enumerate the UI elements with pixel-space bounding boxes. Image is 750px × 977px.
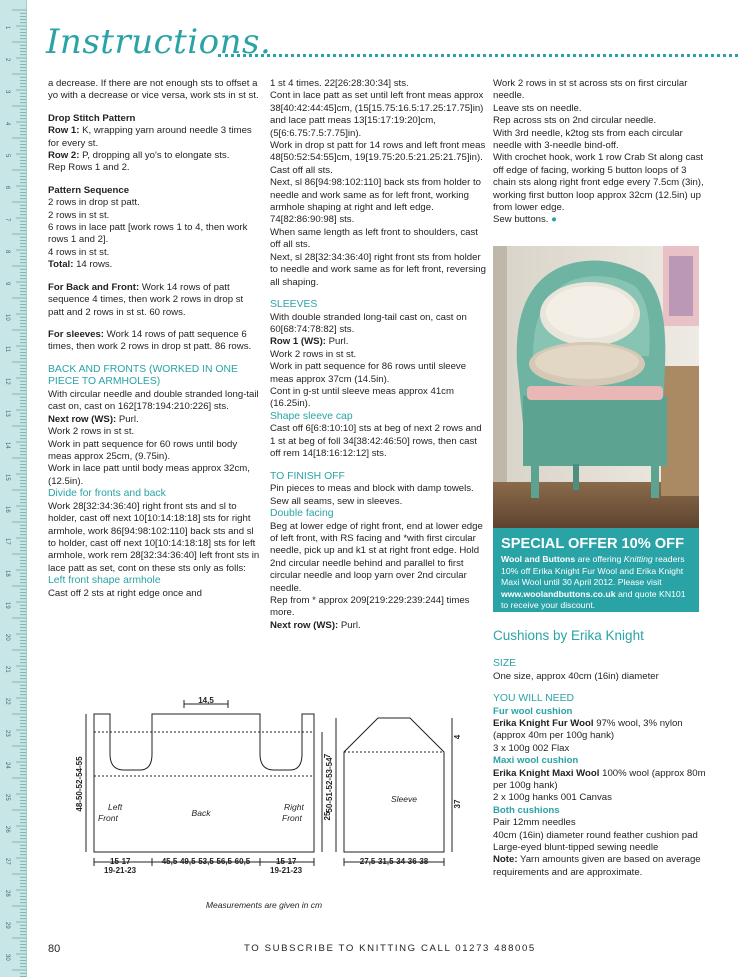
ruler-number: 23	[4, 730, 10, 737]
ruler-number: 16	[4, 506, 10, 513]
finish-line: Pin pieces to meas and block with damp towels.	[270, 483, 474, 495]
divide-heading: Divide for fronts and back	[48, 488, 166, 500]
ruler-number: 9	[4, 282, 10, 286]
garment-schematic	[64, 692, 484, 914]
sleeve-outline	[344, 718, 444, 852]
ruler-ticks	[0, 0, 26, 977]
finish-line: Sew all seams, sew in sleeves.	[270, 495, 403, 507]
col3-last-line: Sew buttons. ●	[493, 214, 557, 226]
maxi-wool-heading: Maxi wool cushion	[493, 755, 579, 767]
col2-next-row: Next row (WS): Purl.	[270, 619, 361, 631]
column-1	[48, 78, 260, 600]
ruler-number: 12	[4, 378, 10, 385]
bf-next-row: Next row (WS): Purl.	[48, 413, 139, 425]
sleeve-cap-label: 4	[453, 734, 462, 740]
total-rows: Total: 14 rows.	[48, 259, 113, 271]
fur-wool-desc: Erika Knight Fur Wool 97% wool, 3% nylon (approx 40m per 100g hank)	[493, 718, 683, 742]
both-cushions-heading: Both cushions	[493, 804, 560, 816]
bf-cast-on: With circular needle and double stranded long-tail cast on, cast on 162[178:194:210:226] sts.	[48, 388, 259, 413]
bf-line: Work in lace patt until body meas approx 32cm, (12.5in).	[48, 463, 250, 487]
ruler-number: 28	[4, 890, 10, 897]
sleeves-cast-on: With double stranded long-tail cast on, cast on 60[68:74:78:82] sts.	[270, 311, 467, 335]
maxi-wool-qty: 2 x 100g hanks 001 Canvas	[493, 792, 612, 804]
pattern-sequence-heading: Pattern Sequence	[48, 184, 130, 196]
bf-line: Work in patt sequence for 60 rows until body meas approx 25cm, (9.75in).	[48, 438, 238, 462]
body-outline	[94, 714, 314, 852]
column-2	[270, 78, 486, 632]
ruler-number: 17	[4, 538, 10, 545]
left-front-heading: Left front shape armhole	[48, 575, 161, 587]
sleeve-length-label: 37	[453, 799, 462, 809]
left-front-label: Left	[108, 802, 123, 812]
back-front-rows: For Back and Front: Work 14 rows of patt sequence 4 times, then work 2 rows in drop st patt and 2 rows in st st. 60 rows.	[48, 281, 244, 318]
col3-line: Leave sts on needle.	[493, 102, 582, 114]
ruler-number: 27	[4, 858, 10, 865]
end-mark-icon: ●	[551, 214, 557, 226]
ruler-number: 30	[4, 954, 10, 961]
sequence-line: 4 rows in st st.	[48, 246, 110, 258]
you-will-need-heading: YOU WILL NEED	[493, 693, 575, 704]
drop-stitch-heading: Drop Stitch Pattern	[48, 112, 136, 124]
ruler-number: 2	[4, 58, 10, 62]
body-height-label: 48-50-52-54-55	[75, 756, 84, 812]
sleeve-height-label: 50-51-52-53-54	[325, 757, 334, 813]
ruler-number: 24	[4, 762, 10, 769]
chair-illustration	[493, 246, 699, 528]
ruler-number: 22	[4, 698, 10, 705]
armhole-label: 7	[323, 753, 332, 759]
right-front-width-2: 19-21-23	[270, 866, 303, 875]
ruler-number: 18	[4, 570, 10, 577]
left-front-label-2: Front	[98, 813, 118, 823]
size-heading: SIZE	[493, 658, 517, 669]
left-front-width-2: 19-21-23	[104, 866, 137, 875]
ruler-number: 14	[4, 442, 10, 449]
left-front-width-1: 15-17-	[110, 857, 134, 866]
sequence-line: 6 rows in lace patt [work rows 1 to 4, then work rows 1 and 2].	[48, 222, 248, 246]
ruler-number: 20	[4, 634, 10, 641]
back-label: Back	[191, 808, 211, 818]
finish-heading: TO FINISH OFF	[270, 470, 345, 482]
double-facing-heading: Double facing	[270, 507, 334, 519]
offer-text: Wool and Buttons are offering Knitting readers 10% off Erika Knight Fur Wool and Erika Knight Maxi Wool until 30 April 2012. Please visit www.woolandbuttons.co.uk and quote KN101 to receive your discount.	[501, 554, 686, 611]
special-offer-box	[493, 528, 699, 612]
sleeves-rows: For sleeves: Work 14 rows of patt sequence 6 times, then work 2 rows in drop st patt. 86 rows.	[48, 328, 252, 353]
both-line: Pair 12mm needles	[493, 817, 576, 829]
footer-subscribe: TO SUBSCRIBE TO KNITTING CALL 01273 488005	[244, 943, 536, 954]
sleeve-label: Sleeve	[391, 794, 417, 804]
right-front-label-2: Front	[282, 813, 302, 823]
col3-line: With crochet hook, work 1 row Crab St along cast off edge of facing, working 5 button loops of 3 chain sts along right front edge every 7.5cm (3in), working first button loop approx 32cm (12.5in) up from lower edge.	[493, 152, 704, 214]
sleeve-line: Work in patt sequence for 86 rows until sleeve meas approx 37cm (14.5in).	[270, 361, 467, 385]
ruler-number: 13	[4, 410, 10, 417]
intro-text: a decrease. If there are not enough sts to offset a yo with a decrease or vice versa, work sts in st st.	[48, 78, 259, 102]
fur-wool-heading: Fur wool cushion	[493, 705, 573, 717]
row-1-instruction: Row 1: K, wrapping yarn around needle 3 times for every st.	[48, 125, 252, 149]
page-title: Instructions.	[46, 22, 272, 62]
rep-from: Rep from * approx 209[219:229:239:244] times more.	[270, 595, 470, 619]
ruler-number: 8	[4, 250, 10, 254]
sleeve-width-label: 27,5-31,5-34-36-38	[359, 857, 429, 866]
size-text: One size, approx 40cm (16in) diameter	[493, 670, 659, 682]
top-width-label: 14,5	[198, 696, 214, 705]
title-dotted-rule	[218, 54, 738, 57]
sleeve-line: Work 2 rows in st st.	[270, 348, 357, 360]
sleeves-heading: SLEEVES	[270, 298, 318, 310]
ruler-number: 29	[4, 922, 10, 929]
right-front-width-1: 15-17-	[276, 857, 300, 866]
sequence-line: 2 rows in st st.	[48, 209, 110, 221]
offer-heading: SPECIAL OFFER 10% OFF	[501, 536, 684, 552]
double-facing-text: Beg at lower edge of right front, end at lower edge of left front, with RS facing and *with first circular needle, pick up and k1 st at right front edge. Hold 2nd circular needle behind and parallel to first circular needle and loop yarn over 2nd circular needle.	[270, 520, 483, 594]
measuring-ruler	[0, 0, 27, 977]
ruler-number: 3	[4, 90, 10, 94]
column-3	[493, 78, 708, 227]
both-line: Large-eyed blunt-tipped sewing needle	[493, 842, 659, 854]
ruler-number: 25	[4, 794, 10, 801]
ruler-number: 1	[4, 26, 10, 30]
both-line: 40cm (16in) diameter round feather cushion pad	[493, 829, 698, 841]
cushions-details	[493, 658, 708, 879]
sleeve-line: Cont in g-st until sleeve meas approx 41cm (16.25in).	[270, 385, 454, 410]
cushions-heading: Cushions by Erika Knight	[493, 628, 644, 643]
body-length-label: 25	[323, 811, 332, 821]
col2-line: Cont in lace patt as set until left front meas approx 38[40:42:44:45]cm, (15[15.75:16.5:17.25:17.75]in) and lace patt meas 13[15:17:19:20]cm, (5[6:6.75:7.5:7.75]in).	[270, 90, 484, 139]
maxi-wool-desc: Erika Knight Maxi Wool 100% wool (approx 80m per 100g hank)	[493, 767, 706, 792]
right-front-label: Right	[284, 802, 304, 812]
sleeve-cap-text: Cast off 6[6:8:10:10] sts at beg of next 2 rows and 1 st at beg of foll 34[38:42:46:50] rows, then cast off rem 14[18:16:12:12] sts.	[270, 423, 482, 460]
rep-rows: Rep Rows 1 and 2.	[48, 162, 130, 174]
ruler-number: 19	[4, 602, 10, 609]
col3-line: With 3rd needle, k2tog sts from each circular needle with 3-needle bind-off.	[493, 127, 683, 152]
ruler-number: 26	[4, 826, 10, 833]
sleeves-row-1: Row 1 (WS): Purl.	[270, 336, 349, 348]
ruler-number: 4	[4, 122, 10, 126]
col2-line: When same length as left front to shoulders, cast off all sts.	[270, 226, 478, 251]
ruler-number: 7	[4, 218, 10, 222]
fur-wool-qty: 3 x 100g 002 Flax	[493, 742, 570, 754]
ruler-number: 5	[4, 154, 10, 158]
ruler-number: 6	[4, 186, 10, 190]
note-text: Note: Yarn amounts given are based on average requirements and are approximate.	[493, 854, 701, 878]
col2-line: 1 st 4 times. 22[26:28:30:34] sts.	[270, 78, 409, 89]
sequence-line: 2 rows in drop st patt.	[48, 197, 140, 209]
page-number: 80	[48, 943, 61, 955]
left-front-text: Cast off 2 sts at right edge once and	[48, 587, 202, 599]
ruler-number: 15	[4, 474, 10, 481]
offer-url-link[interactable]: www.woolandbuttons.co.uk	[501, 588, 616, 599]
col2-line: Next, sl 28[32:34:36:40] right front sts from holder to needle and work same as for left front, reversing all shaping.	[270, 251, 486, 288]
ruler-number: 11	[4, 346, 10, 353]
row-2-instruction: Row 2: P, dropping all yo's to elongate sts.	[48, 150, 230, 162]
col2-line: Cast off all sts.	[270, 164, 333, 176]
bf-line: Work 2 rows in st st.	[48, 426, 135, 438]
back-width-label: 45,5-49,5-53,5-56,5-60,5	[161, 857, 251, 866]
diagram-caption: Measurements are given in cm	[205, 900, 323, 910]
ruler-number: 10	[4, 314, 10, 321]
col3-line: Work 2 rows in st st across sts on first circular needle.	[493, 78, 688, 102]
sleeve-cap-heading: Shape sleeve cap	[270, 410, 353, 422]
col2-line: Work in drop st patt for 14 rows and left front meas 48[50:52:54:55]cm, 19[19.75:20.5:21.25:21.75]in).	[270, 140, 486, 164]
col2-line: Next, sl 86[94:98:102:110] back sts from holder to needle and work same as for left front, working armhole shaping at right and left edge. 74[82:86:90:98] sts.	[270, 177, 482, 226]
divide-text: Work 28[32:34:36:40] right front sts and sl to holder, cast off next 10[10:14:18:18] sts for right armhole, work 86[94:98:102:110] back sts and sl to holder, cast off next 10[10:14:18:18] sts for left armhole, work rem 28[32:34:36:40] left front sts in lace patt as set, cont on these sts only as folls:	[48, 500, 260, 574]
chair-cushion-photo	[493, 246, 699, 528]
col3-line: Rep across sts on 2nd circular needle.	[493, 115, 657, 127]
back-fronts-heading: BACK AND FRONTS (WORKED IN ONE PIECE TO ARMHOLES)	[48, 363, 238, 388]
ruler-number: 21	[4, 666, 10, 673]
